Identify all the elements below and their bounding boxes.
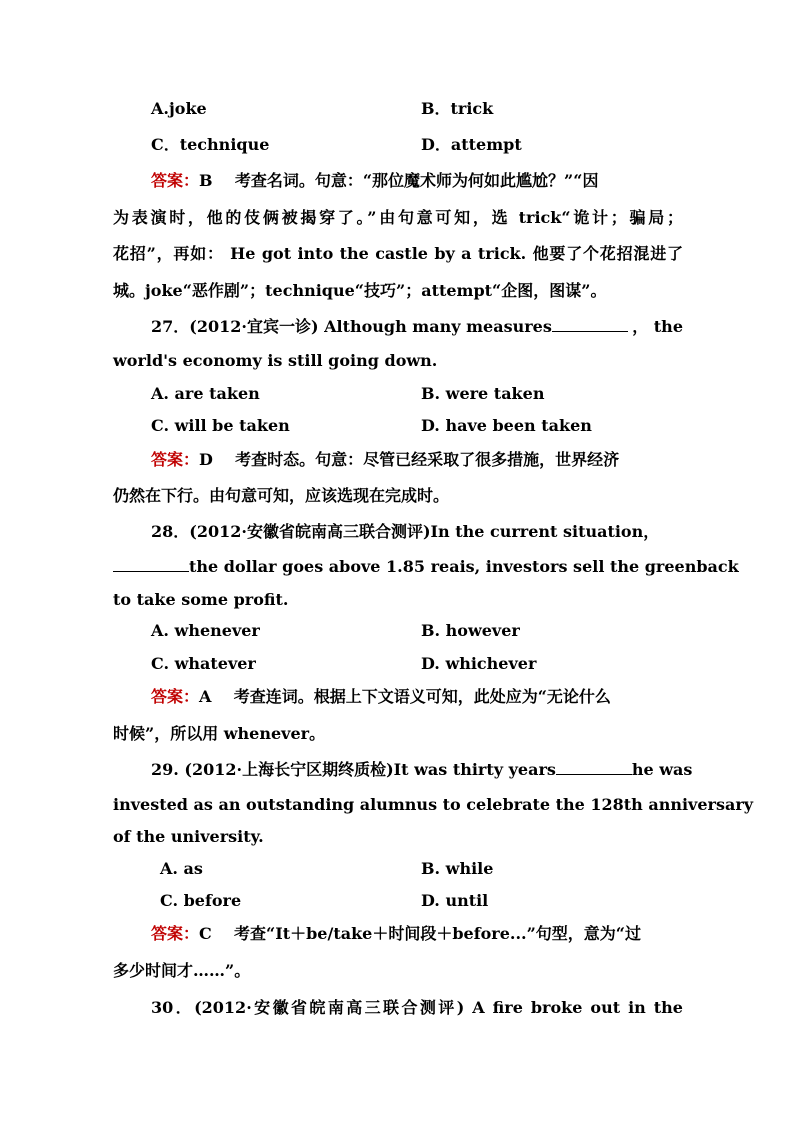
q29-option-c: C. before — [160, 891, 242, 910]
q26-option-b: B．trick — [421, 99, 494, 118]
q27-stem-before: 27．(2012·宜宾一诊) Although many measures — [151, 317, 552, 336]
q30-stem-line1: 30．(2012·安徽省皖南高三联合测评) A fire broke out in the — [151, 998, 683, 1017]
q27-option-b: B. were taken — [421, 384, 545, 403]
q26-explanation-2: 为表演时，他的伎俩被揭穿了。”由句意可知，选 trick“诡计；骗局； — [113, 208, 683, 227]
q27-stem-after: ， the — [632, 317, 683, 336]
q29-answer-letter: C — [199, 924, 212, 943]
q28-answer-line — [151, 686, 683, 708]
q27-answer-label: 答案： — [151, 450, 200, 469]
q28-stem-line3: to take some profit. — [113, 590, 289, 609]
q28-option-c: C. whatever — [151, 654, 256, 673]
q26-answer-label: 答案： — [151, 171, 200, 190]
q29-explanation-1: 考查“It＋be/take＋时间段＋before...”句型，意为“过 — [234, 924, 641, 943]
q29-answer-label: 答案： — [151, 924, 200, 943]
q27-option-c: C. will be taken — [151, 416, 290, 435]
q27-option-a: A. are taken — [151, 384, 260, 403]
q26-option-a: A.joke — [151, 99, 207, 118]
q29-stem-line2: invested as an outstanding alumnus to celebrate the 128th anniversary — [113, 795, 754, 814]
q28-option-b: B. however — [421, 621, 520, 640]
q28-stem-line1: 28．(2012·安徽省皖南高三联合测评)In the current situation， — [151, 522, 660, 541]
q29-stem-line1 — [151, 759, 693, 781]
q27-stem-line2: world's economy is still going down. — [113, 351, 438, 370]
q28-option-a: A. whenever — [151, 621, 260, 640]
q28-option-d: D. whichever — [421, 654, 537, 673]
q28-explanation-2: 时候”，所以用 whenever。 — [113, 724, 326, 743]
q29-option-a: A. as — [160, 859, 203, 878]
q27-stem-line1 — [151, 316, 683, 338]
q29-stem-after: he was — [631, 760, 693, 779]
q27-blank — [552, 316, 628, 332]
q26-explanation-1: 考查名词。句意：“那位魔术师为何如此尴尬？”“因 — [234, 171, 599, 190]
q29-explanation-2: 多少时间才……”。 — [113, 961, 251, 980]
q26-answer-line — [151, 170, 683, 192]
q28-explanation-1: 考查连词。根据上下文语义可知，此处应为“无论什么 — [233, 687, 611, 706]
q26-explanation-3: 花招”，再如： He got into the castle by a trick. 他要了个花招混进了 — [113, 244, 683, 263]
q29-answer-line — [151, 923, 683, 945]
q29-option-b: B. while — [421, 859, 494, 878]
q27-explanation-2: 仍然在下行。由句意可知，应该选现在完成时。 — [113, 486, 450, 505]
q27-answer-letter: D — [199, 450, 213, 469]
q27-explanation-1: 考查时态。句意：尽管已经采取了很多措施，世界经济 — [235, 450, 620, 469]
q27-option-d: D. have been taken — [421, 416, 592, 435]
q29-option-d: D. until — [421, 891, 489, 910]
q28-blank — [113, 556, 189, 572]
q26-explanation-4: 城。joke“恶作剧”；technique“技巧”；attempt“企图，图谋”。 — [113, 281, 607, 300]
q27-answer-line — [151, 449, 683, 471]
q28-answer-label: 答案： — [151, 687, 200, 706]
q26-answer-letter: B — [199, 171, 213, 190]
q26-option-c: C．technique — [151, 135, 270, 154]
q29-stem-before: 29. (2012·上海长宁区期终质检)It was thirty years — [151, 760, 556, 779]
q29-blank — [556, 759, 632, 775]
q28-stem-line2-text: the dollar goes above 1.85 reais, investors sell the greenback — [189, 557, 739, 576]
q29-stem-line3: of the university. — [113, 827, 264, 846]
q26-option-d: D．attempt — [421, 135, 522, 154]
q28-answer-letter: A — [199, 687, 212, 706]
q28-stem-line2 — [113, 556, 739, 578]
